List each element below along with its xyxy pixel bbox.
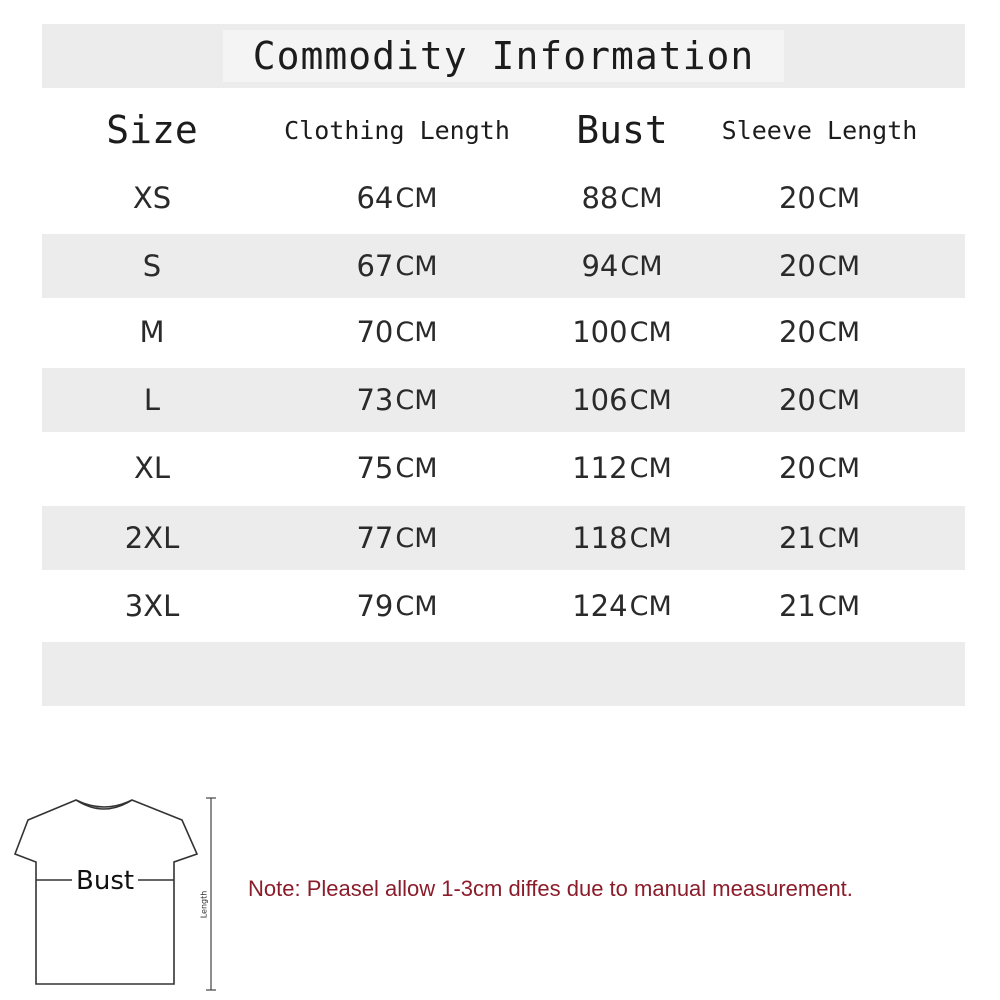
bust-value: 112 (572, 451, 628, 485)
measurement-note: Note: Pleasel allow 1-3cm diffes due to manual measurement. (248, 876, 853, 901)
unit-label: CM (629, 452, 672, 484)
bust-cell (512, 166, 732, 230)
unit-label: CM (817, 452, 861, 484)
length-value: 75 (356, 451, 394, 485)
sleeve-cell (702, 506, 937, 570)
bust-cell (512, 506, 732, 570)
bust-value: 118 (572, 521, 628, 555)
size-cell: S (142, 249, 162, 283)
unit-label: CM (395, 452, 438, 484)
size-cell: XS (132, 181, 172, 215)
bust-label: Bust (76, 866, 135, 896)
unit-label: CM (629, 384, 672, 416)
length-cell (272, 574, 522, 638)
size-cell: 3XL (124, 589, 180, 623)
sleeve-value: 20 (778, 315, 816, 349)
sleeve-value: 20 (778, 181, 816, 215)
unit-label: CM (629, 590, 672, 622)
length-cell (272, 436, 522, 500)
unit-label: CM (395, 384, 438, 416)
bust-value: 88 (581, 181, 619, 215)
empty-row (42, 642, 965, 706)
table-row (42, 166, 965, 230)
length-cell (272, 300, 522, 364)
header-sleeve-length: Sleeve Length (721, 115, 918, 145)
bust-cell (512, 300, 732, 364)
unit-label: CM (620, 182, 663, 214)
unit-label: CM (395, 590, 438, 622)
bust-value: 106 (572, 383, 628, 417)
length-label: Length (199, 890, 209, 919)
table-row (42, 234, 965, 298)
length-cell (272, 368, 522, 432)
header-size: Size (106, 108, 198, 152)
sleeve-cell (702, 368, 937, 432)
bust-cell (512, 436, 732, 500)
unit-label: CM (620, 250, 663, 282)
sleeve-cell (702, 300, 937, 364)
size-cell: M (139, 315, 165, 349)
title-bar (42, 24, 965, 88)
length-value: 77 (356, 521, 394, 555)
bust-cell (512, 574, 732, 638)
header-bust: Bust (576, 108, 668, 152)
length-cell (272, 506, 522, 570)
unit-label: CM (395, 182, 438, 214)
length-value: 73 (356, 383, 394, 417)
sleeve-value: 21 (778, 521, 816, 555)
table-header (42, 98, 965, 162)
size-cell: L (143, 383, 161, 417)
unit-label: CM (817, 590, 861, 622)
page-title: Commodity Information (223, 30, 784, 82)
length-value: 79 (356, 589, 394, 623)
sleeve-cell (702, 166, 937, 230)
table-row (42, 574, 965, 638)
size-cell: XL (133, 451, 171, 485)
bust-value: 100 (572, 315, 628, 349)
size-cell: 2XL (124, 521, 180, 555)
length-value: 67 (356, 249, 394, 283)
table-row (42, 506, 965, 570)
bust-cell (512, 234, 732, 298)
sleeve-cell (702, 436, 937, 500)
unit-label: CM (395, 316, 438, 348)
sleeve-cell (702, 574, 937, 638)
unit-label: CM (395, 250, 438, 282)
length-cell (272, 166, 522, 230)
table-row (42, 300, 965, 364)
table-row (42, 368, 965, 432)
bust-value: 124 (572, 589, 628, 623)
unit-label: CM (817, 316, 861, 348)
bust-cell (512, 368, 732, 432)
sleeve-value: 21 (778, 589, 816, 623)
unit-label: CM (817, 250, 861, 282)
sleeve-value: 20 (778, 383, 816, 417)
sleeve-value: 20 (778, 451, 816, 485)
unit-label: CM (817, 384, 861, 416)
bust-value: 94 (581, 249, 619, 283)
sleeve-value: 20 (778, 249, 816, 283)
unit-label: CM (395, 522, 438, 554)
table-row (42, 436, 965, 500)
unit-label: CM (817, 522, 861, 554)
length-value: 64 (356, 181, 394, 215)
sleeve-cell (702, 234, 937, 298)
length-cell (272, 234, 522, 298)
header-clothing-length: Clothing Length (284, 115, 510, 145)
length-value: 70 (356, 315, 394, 349)
unit-label: CM (629, 316, 672, 348)
unit-label: CM (629, 522, 672, 554)
unit-label: CM (817, 182, 861, 214)
